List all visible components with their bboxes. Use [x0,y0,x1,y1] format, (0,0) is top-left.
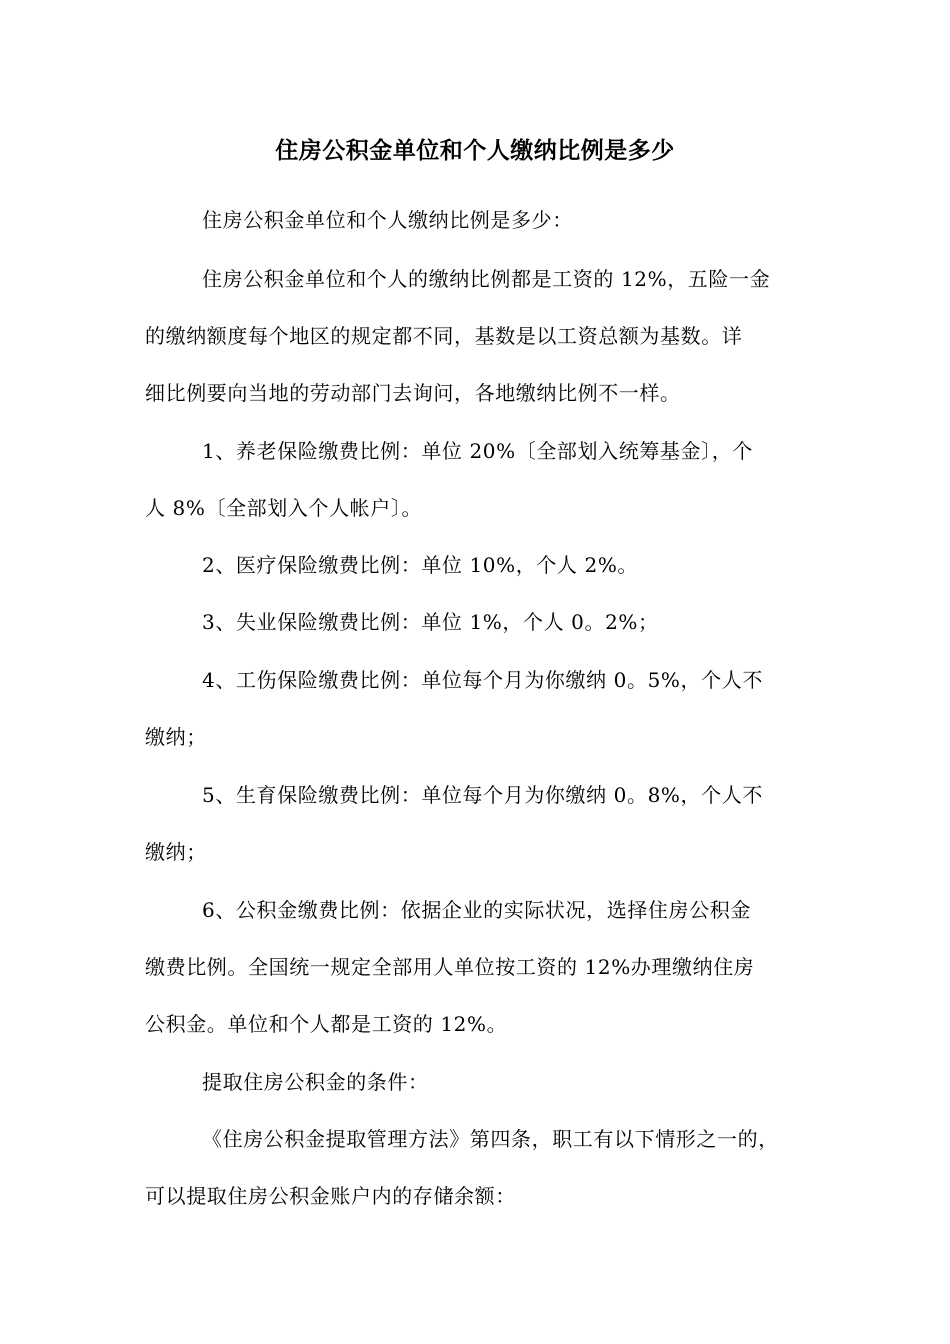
paragraph-line: 提取住房公积金的条件： [202,1070,429,1094]
paragraph-line: 2、医疗保险缴费比例：单位 10%，个人 2%。 [202,553,639,577]
paragraph-line: 公积金。单位和个人都是工资的 12%。 [145,1012,508,1036]
paragraph-line: 缴纳； [145,725,207,749]
paragraph-line: 《住房公积金提取管理方法》第四条，职工有以下情形之一的， [202,1127,779,1151]
paragraph-line: 3、失业保险缴费比例：单位 1%，个人 0。2%； [202,610,659,634]
paragraph-line: 细比例要向当地的劳动部门去询问，各地缴纳比例不一样。 [145,381,681,405]
paragraph-line: 缴纳； [145,840,207,864]
paragraph-line: 人 8%〔全部划入个人帐户〕。 [145,496,423,520]
paragraph-line: 4、工伤保险缴费比例：单位每个月为你缴纳 0。5%，个人不 [202,668,763,692]
paragraph-line: 6、公积金缴费比例：依据企业的实际状况，选择住房公积金 [202,898,751,922]
paragraph-line: 的缴纳额度每个地区的规定都不同，基数是以工资总额为基数。详 [145,324,743,348]
paragraph-line: 可以提取住房公积金账户内的存储余额： [145,1184,516,1208]
paragraph-line: 住房公积金单位和个人缴纳比例是多少： [202,208,573,232]
paragraph-line: 住房公积金单位和个人的缴纳比例都是工资的 12%，五险一金 [202,267,771,291]
document-title: 住房公积金单位和个人缴纳比例是多少 [275,138,675,164]
paragraph-line: 缴费比例。全国统一规定全部用人单位按工资的 12%办理缴纳住房 [145,955,755,979]
paragraph-line: 1、养老保险缴费比例：单位 20%〔全部划入统筹基金〕，个 [202,439,753,463]
paragraph-line: 5、生育保险缴费比例：单位每个月为你缴纳 0。8%，个人不 [202,783,763,807]
